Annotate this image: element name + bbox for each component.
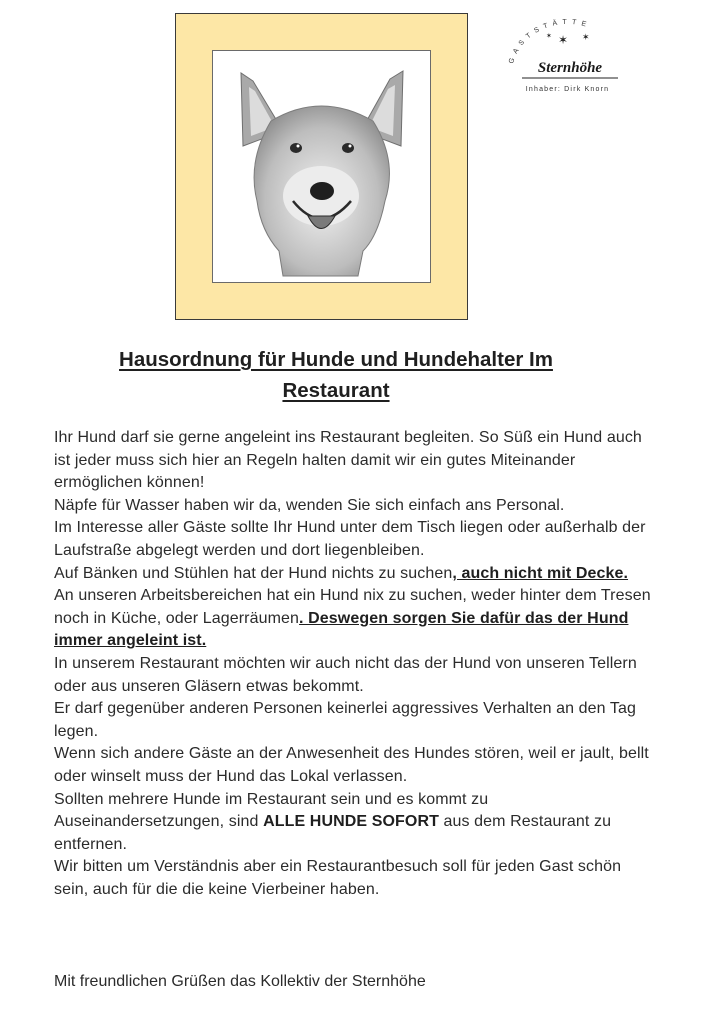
benches-text: Auf Bänken und Stühlen hat der Hund nichts zu suchen [54,564,453,582]
closing-greeting: Mit freundlichen Grüßen das Kollektiv der Sternhöhe [54,973,426,990]
title-line-2: Restaurant [282,379,390,402]
work-areas-emphasis: . Deswegen sorgen Sie dafür das der Hund immer angeleint ist. [54,609,629,650]
star-icon: ✶ [546,33,552,40]
dog-drawing [213,51,430,282]
paragraph-conflicts [54,789,654,857]
conflicts-bold: ALLE HUNDE SOFORT [263,813,439,831]
logo-owner: Inhaber: Dirk Knorn [525,86,610,93]
conflicts-end: aus dem Restaurant zu entfernen. [54,813,612,853]
svg-text:GASTSTÄTTE [508,18,592,65]
title-line-1: Hausordnung für Hunde und Hundehalter Im [119,348,553,371]
dog-illustration [212,50,431,283]
picture-frame [175,13,468,320]
star-icon: ✶ [558,33,569,47]
paragraph-plates: In unserem Restaurant möchten wir auch nicht das der Hund von unseren Tellern oder aus unseren Gläsern etwas bekommt. [54,654,637,695]
conflicts-text: Sollten mehrere Hunde im Restaurant sein und es kommt zu Auseinandersetzungen, sind [54,790,489,831]
work-areas-text: An unseren Arbeitsbereichen hat ein Hund nix zu suchen, weder hinter dem Tresen noch in Küche, oder Lagerräumen [54,587,651,627]
page-title [60,344,612,406]
paragraph-disturbance: Wenn sich andere Gäste an der Anwesenheit des Hundes stören, weil er jault, bellt oder winselt muss der Hund das Lokal verlassen. [54,745,649,785]
paragraph-lying-place: Im Interesse aller Gäste sollte Ihr Hund unter dem Tisch liegen oder außerhalb der Laufstraße abgelegt werden und dort liegenbleiben. [54,519,646,559]
paragraph-understanding: Wir bitten um Verständnis aber ein Restaurantbesuch soll für jeden Gast schön sein, auch für die die keine Vierbeiner haben. [54,858,622,898]
logo-graphic [500,16,635,86]
paragraph-behaviour: Er darf gegenüber anderen Personen keinerlei aggressives Verhalten an den Tag legen. [54,700,637,740]
sternhoehe-logo [500,16,635,102]
paragraph-water-bowls: Näpfe für Wasser haben wir da, wenden Sie sich einfach ans Personal. [54,496,565,514]
paragraph-welcome: Ihr Hund darf sie gerne angeleint ins Restaurant begleiten. So Süß ein Hund auch ist jeder muss sich hier an Regeln halten damit wir ein gutes Miteinander ermöglichen können! [54,429,642,492]
logo-name: Sternhöhe [537,60,603,76]
paragraph-work-areas [54,585,654,653]
logo-arc-text: GASTSTÄTTE [508,18,592,65]
benches-emphasis: , auch nicht mit Decke. [452,564,629,582]
star-icon: ✶ [582,32,590,42]
paragraph-benches [54,563,654,586]
house-rules-text [54,427,654,901]
